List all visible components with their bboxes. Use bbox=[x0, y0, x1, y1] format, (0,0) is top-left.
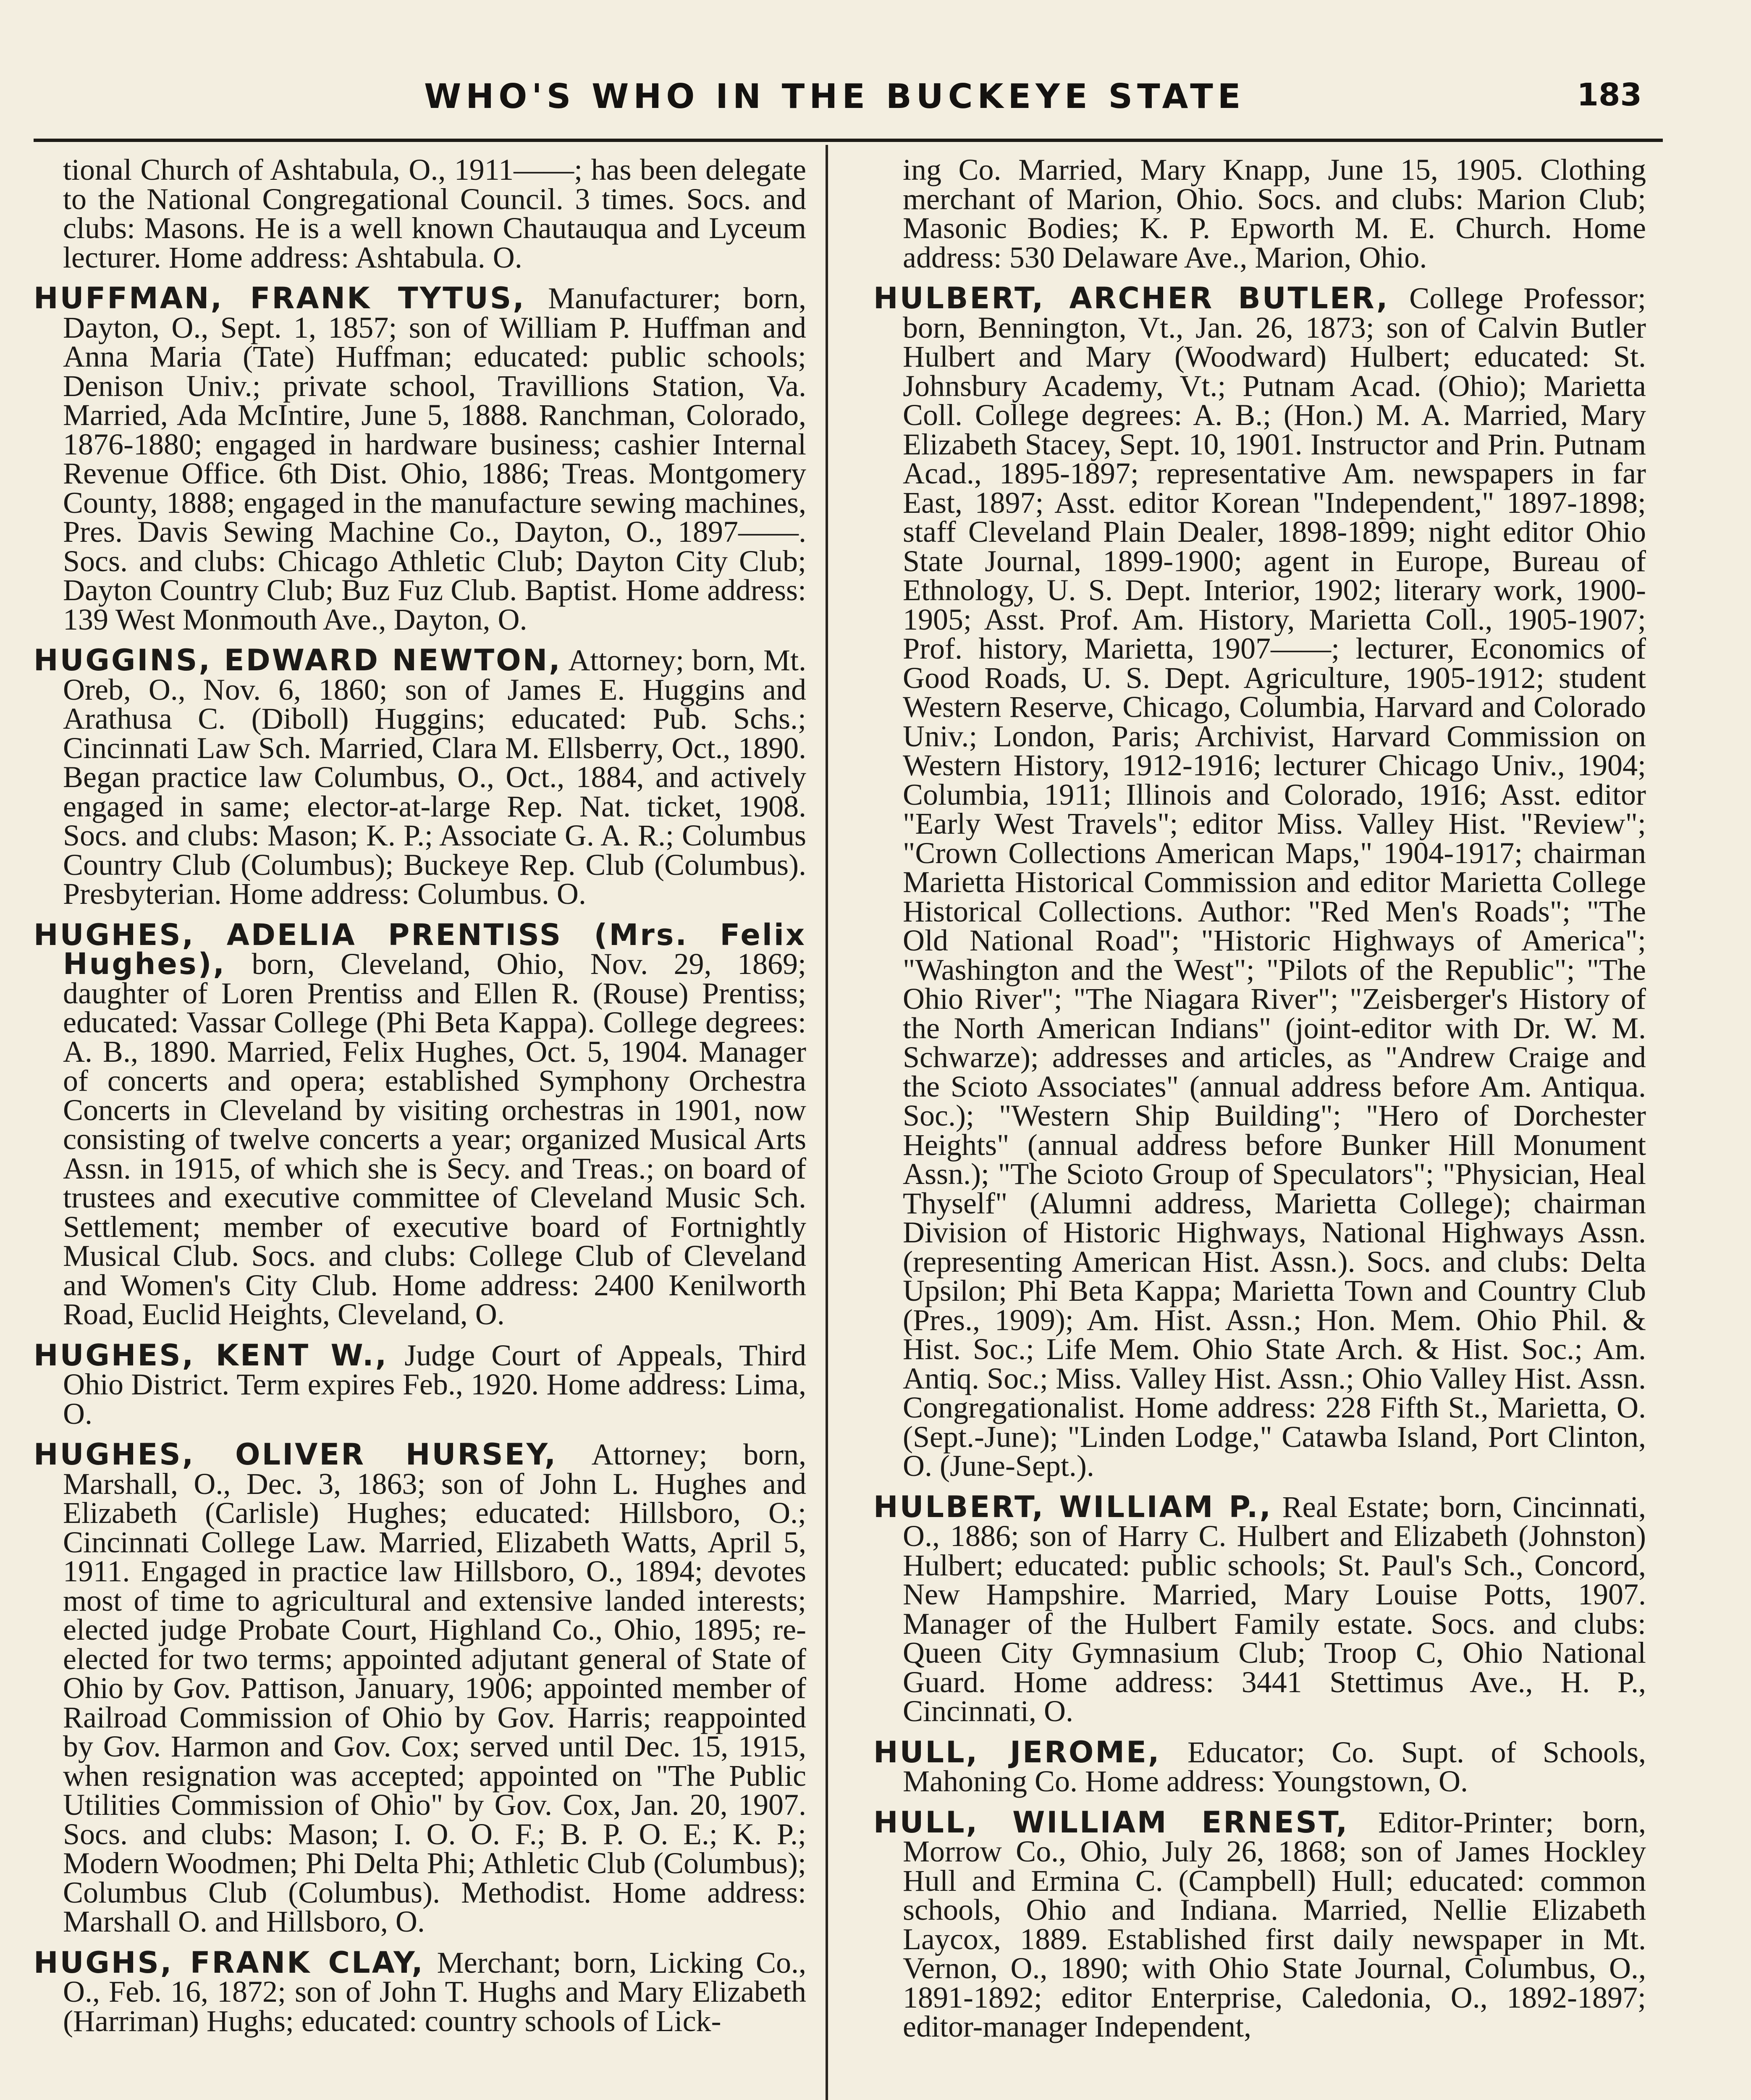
entry-name: HUGHES, OLIVER HURSEY, bbox=[34, 1437, 558, 1472]
entry-name: HULBERT, ARCHER BUTLER, bbox=[873, 281, 1389, 315]
entry-text: ing Co. Married, Mary Knapp, June 15, 1905. Clothing merchant of Marion, Ohio. Socs. and clubs: Marion Club; Masonic Bodies; K. P. Epworth M. E. Church. Home address: 530 Delaware Ave., Marion, Ohio. bbox=[903, 153, 1646, 274]
entry-name: HUGHS, FRANK CLAY, bbox=[34, 1945, 425, 1980]
entry-name: HUGHES, KENT W., bbox=[34, 1338, 388, 1373]
biography-entry bbox=[34, 1945, 806, 2038]
entry-name: HUGGINS, EDWARD NEWTON, bbox=[34, 643, 562, 677]
entry-text: Editor-Printer; born, Morrow Co., Ohio, July 26, 1868; son of James Hockley Hull and Ermina C. (Campbell) Hull; educated: common schools, Ohio and Indiana. Married, Nellie Elizabeth Laycox, 1889. Established first daily newspaper in Mt. Vernon, O., 1890; with Ohio State Journal, Columbus, O., 1891-1892; editor Enterprise, Caledonia, O., 1892-1897; editor-manager Independent, bbox=[903, 1805, 1646, 2043]
entry-name: HUFFMAN, FRANK TYTUS, bbox=[34, 281, 526, 315]
entry-text: tional Church of Ashtabula, O., 1911——; has been delegate to the National Congregational Council. 3 times. Socs. and clubs: Masons. He is a well known Chautauqua and Lyceum lecturer. Home address: Ashtabula. O. bbox=[63, 153, 806, 274]
page-header bbox=[63, 74, 1671, 132]
running-title: WHO'S WHO IN THE BUCKEYE STATE bbox=[424, 77, 1245, 116]
biography-entry bbox=[873, 1805, 1646, 2043]
entry-text: Merchant; born, Licking Co., O., Feb. 16, 1872; son of John T. Hughs and Mary Elizabeth (Harriman) Hughs; educated: country schools of Lick- bbox=[63, 1945, 806, 2038]
biography-entry bbox=[34, 281, 806, 636]
entry-text: Judge Court of Appeals, Third Ohio District. Term expires Feb., 1920. Home address: Lima, O. bbox=[63, 1338, 806, 1431]
biography-entry bbox=[873, 1735, 1646, 1798]
entry-text: Real Estate; born, Cincinnati, O., 1886; son of Harry C. Hulbert and Elizabeth (Johnston) Hulbert; educated: public schools; St. Paul's Sch., Concord, New Hampshire. Married, Mary Louise Potts, 1907. Manager of the Hulbert Family estate. Socs. and clubs: Queen City Gymnasium Club; Troop C, Ohio National Guard. Home address: 3441 Stettimus Ave., H. P., Cincinnati, O. bbox=[903, 1490, 1646, 1728]
page-number: 183 bbox=[1577, 77, 1642, 113]
entry-name: HULL, JEROME, bbox=[873, 1735, 1161, 1769]
biography-entry bbox=[34, 917, 806, 1331]
entry-text: Attorney; born, Mt. Oreb, O., Nov. 6, 1860; son of James E. Huggins and Arathusa C. (Diboll) Huggins; educated: Pub. Schs.; Cincinnati Law Sch. Married, Clara M. Ellsberry, Oct., 1890. Began practice law Columbus, O., Oct., 1884, and actively engaged in same; elector-at-large Rep. Nat. ticket, 1908. Socs. and clubs: Mason; K. P.; Associate G. A. R.; Columbus Country Club (Columbus); Buckeye Rep. Club (Columbus). Presbyterian. Home address: Columbus. O. bbox=[63, 643, 807, 911]
entry-text: born, Cleveland, Ohio, Nov. 29, 1869; daughter of Loren Prentiss and Ellen R. (Rouse) Prentiss; educated: Vassar College (Phi Beta Kappa). College degrees: A. B., 1890. Married, Felix Hughes, Oct. 5, 1904. Manager of concerts and opera; established Symphony Orchestra Concerts in Cleveland by visiting orchestras in 1901, now consisting of twelve concerts a year; organized Musical Arts Assn. in 1915, of which she is Secy. and Treas.; on board of trustees and executive committee of Cleveland Music Sch. Settlement; member of executive board of Fortnightly Musical Club. Socs. and clubs: College Club of Cleveland and Women's City Club. Home address: 2400 Kenilworth Road, Euclid Heights, Cleveland, O. bbox=[63, 947, 806, 1331]
entry-text: Attorney; born, Marshall, O., Dec. 3, 1863; son of John L. Hughes and Elizabeth (Carlisle) Hughes; educated: Hillsboro, O.; Cincinnati College Law. Married, Elizabeth Watts, April 5, 1911. Engaged in practice law Hillsboro, O., 1894; devotes most of time to agricultural and extensive landed interests; elected judge Probate Court, Highland Co., Ohio, 1895; re-elected for two terms; appointed adjutant general of State of Ohio by Gov. Pattison, January, 1906; appointed member of Railroad Commission of Ohio by Gov. Harris; reappointed by Gov. Harmon and Gov. Cox; served until Dec. 15, 1915, when resignation was accepted; appointed on "The Public Utilities Commission of Ohio" by Gov. Cox, Jan. 20, 1907. Socs. and clubs: Mason; I. O. O. F.; B. P. O. E.; K. P.; Modern Woodmen; Phi Delta Phi; Athletic Club (Columbus); Columbus Club (Columbus). Methodist. Home address: Marshall O. and Hillsboro, O. bbox=[63, 1438, 806, 1938]
entry-text: College Professor; born, Bennington, Vt., Jan. 26, 1873; son of Calvin Butler Hulbert and Mary (Woodward) Hulbert; educated: St. Johnsbury Academy, Vt.; Putnam Acad. (Ohio); Marietta Coll. College degrees: A. B.; (Hon.) M. A. Married, Mary Elizabeth Stacey, Sept. 10, 1901. Instructor and Prin. Putnam Acad., 1895-1897; representative Am. newspapers in far East, 1897; Asst. editor Korean "Independent," 1897-1898; staff Cleveland Plain Dealer, 1898-1899; night editor Ohio State Journal, 1899-1900; agent in Europe, Bureau of Ethnology, U. S. Dept. Interior, 1902; literary work, 1900-1905; Asst. Prof. Am. History, Marietta Coll., 1905-1907; Prof. history, Marietta, 1907——; lecturer, Economics of Good Roads, U. S. Dept. Agriculture, 1905-1912; student Western Reserve, Chicago, Columbia, Harvard and Colorado Univ.; London, Paris; Archivist, Harvard Commission on Western History, 1912-1916; lecturer Chicago Univ., 1904; Columbia, 1911; Illinois and Colorado, 1916; Asst. editor "Early West Travels"; editor Miss. Valley Hist. "Review"; "Crown Collections American Maps," 1904-1917; chairman Marietta Historical Commission and editor Marietta College Historical Collections. Author: "Red Men's Roads"; "The Old National Road"; "Historic Highways of America"; "Washington and the West"; "Pilots of the Republic"; "The Ohio River"; "The Niagara River"; "Zeisberger's History of the North American Indians" (joint-editor with Dr. W. M. Schwarze); addresses and articles, as "Andrew Craige and the Scioto Associates" (annual address before Am. Antiqua. Soc.); "Western Ship Building"; "Hero of Dorchester Heights" (annual address before Bunker Hill Monument Assn.); "The Scioto Group of Speculators"; "Physician, Heal Thyself" (Alumni address, Marietta College); chairman Division of Historic Highways, National Highways Assn. (representing American Hist. Assn.). Socs. and clubs: Delta Upsilon; Phi Beta Kappa; Marietta Town and Country Club (Pres., 1909); Am. Hist. Assn.; Hon. Mem. Ohio Phil. & Hist. Soc.; Life Mem. Ohio State Arch. & Hist. Soc.; Am. Antiq. Soc.; Miss. Valley Hist. Assn.; Ohio Valley Hist. Assn. Congregationalist. Home address: 228 Fifth St., Marietta, O. (Sept.-June); "Linden Lodge," Catawba Island, Port Clinton, O. (June-Sept.). bbox=[903, 281, 1646, 1483]
biography-entry bbox=[34, 643, 807, 911]
entry-name: HULL, WILLIAM ERNEST, bbox=[873, 1805, 1349, 1840]
biography-entry bbox=[34, 155, 806, 272]
entry-name: HUGHES, ADELIA PRENTISS (Mrs. Felix Hughes), bbox=[34, 917, 806, 981]
biography-entry bbox=[34, 1437, 806, 1938]
biography-entry bbox=[873, 155, 1646, 272]
header-rule bbox=[34, 139, 1663, 142]
biography-entry bbox=[873, 281, 1646, 1483]
entry-name: HULBERT, WILLIAM P., bbox=[873, 1489, 1273, 1524]
column-divider bbox=[826, 145, 828, 2100]
biography-entry bbox=[873, 1489, 1646, 1728]
right-column bbox=[873, 155, 1646, 2053]
entry-text: Manufacturer; born, Dayton, O., Sept. 1, 1857; son of William P. Huffman and Anna Maria (Tate) Huffman; educated: public schools; Denison Univ.; private school, Travillions Station, Va. Married, Ada McIntire, June 5, 1888. Ranchman, Colorado, 1876-1880; engaged in hardware business; cashier Internal Revenue Office. 6th Dist. Ohio, 1886; Treas. Montgomery County, 1888; engaged in the manufacture sewing machines, Pres. Davis Sewing Machine Co., Dayton, O., 1897——. Socs. and clubs: Chicago Athletic Club; Dayton City Club; Dayton Country Club; Buz Fuz Club. Baptist. Home address: 139 West Monmouth Ave., Dayton, O. bbox=[63, 281, 806, 636]
biography-entry bbox=[34, 1338, 806, 1431]
left-column bbox=[34, 155, 806, 2048]
entry-text: Educator; Co. Supt. of Schools, Mahoning Co. Home address: Youngstown, O. bbox=[903, 1735, 1646, 1798]
